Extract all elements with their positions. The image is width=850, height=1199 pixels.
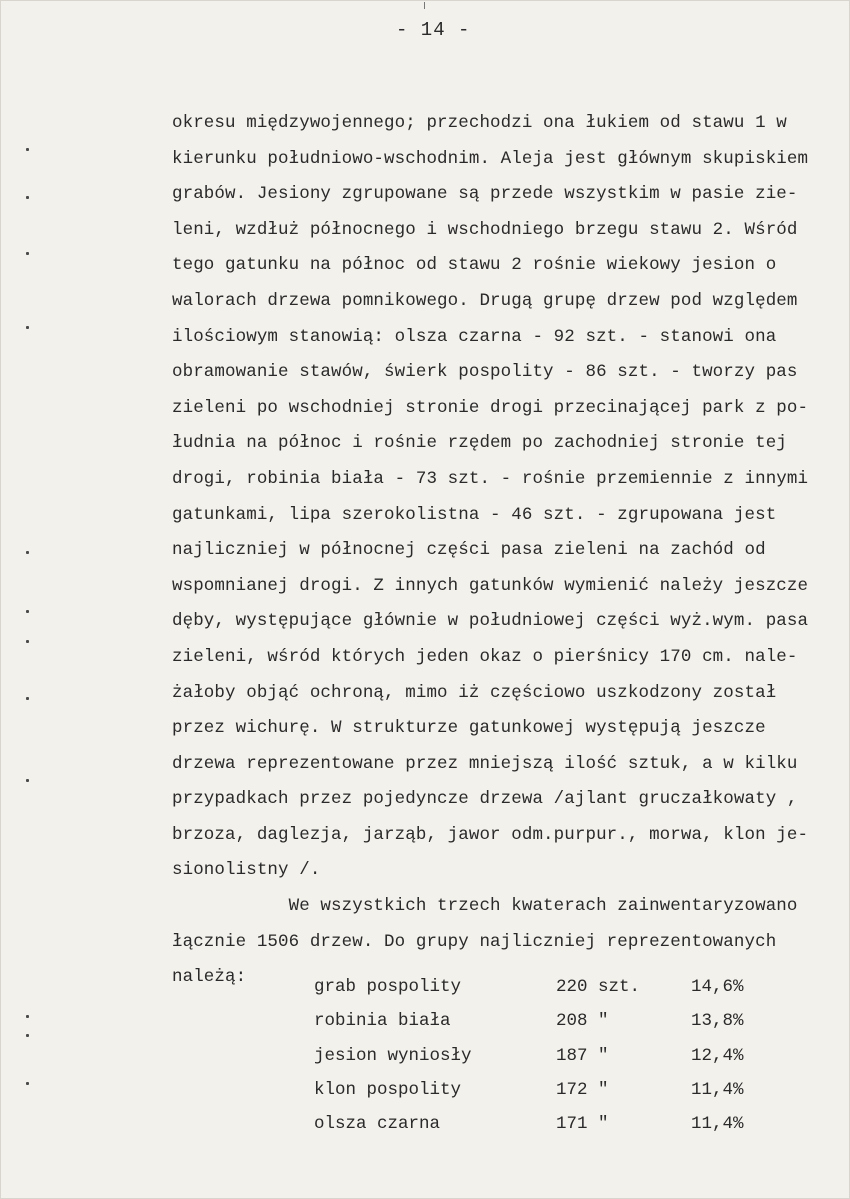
species-percent: 13,8% <box>691 1011 744 1032</box>
species-percent: 11,4% <box>691 1114 744 1135</box>
species-name: olsza czarna <box>314 1114 441 1135</box>
body-line: okresu międzywojennego; przechodzi ona łukiem od stawu 1 w <box>172 113 787 133</box>
body-line: We wszystkich trzech kwaterach zainwentaryzowano <box>172 896 798 917</box>
species-count: 208 " <box>556 1011 609 1032</box>
margin-speck <box>26 610 29 613</box>
margin-speck <box>26 551 29 554</box>
species-count: 171 " <box>556 1114 609 1135</box>
body-line: gatunkami, lipa szerokolistna - 46 szt. - zgrupowana jest <box>172 504 777 525</box>
table-row <box>314 970 774 1004</box>
body-line: walorach drzewa pomnikowego. Drugą grupę drzew pod względem <box>172 290 798 311</box>
species-table <box>314 970 774 1141</box>
margin-speck <box>26 252 29 255</box>
species-percent: 14,6% <box>691 977 744 998</box>
body-line: kierunku południowo-wschodnim. Aleja jest głównym skupiskiem <box>172 148 809 169</box>
body-line: obramowanie stawów, świerk pospolity - 86 szt. - tworzy pas <box>172 362 798 383</box>
scan-tick-mark <box>424 2 425 9</box>
table-row <box>314 1107 774 1141</box>
body-line: zieleni po wschodniej stronie drogi przecinającej park z po- <box>172 397 809 418</box>
margin-speck <box>26 326 29 329</box>
species-name: robinia biała <box>314 1011 451 1032</box>
species-name: jesion wyniosły <box>314 1045 472 1066</box>
page-number: - 14 - <box>396 19 471 41</box>
body-line: przez wichurę. W strukturze gatunkowej występują jeszcze <box>172 718 766 739</box>
species-percent: 12,4% <box>691 1045 744 1066</box>
body-line: łudnia na północ i rośnie rzędem po zachodniej stronie tej <box>172 433 787 454</box>
body-text <box>172 106 812 996</box>
body-line: grabów. Jesiony zgrupowane są przede wszystkim w pasie zie- <box>172 184 798 205</box>
table-row <box>314 1039 774 1073</box>
margin-speck <box>26 1082 29 1085</box>
margin-speck <box>26 148 29 151</box>
species-name: grab pospolity <box>314 977 462 998</box>
margin-speck <box>26 640 29 643</box>
body-line: sionolistny /. <box>172 860 321 881</box>
body-line: zieleni, wśród których jeden okaz o pierśnicy 170 cm. nale- <box>172 646 798 667</box>
body-line: drogi, robinia biała - 73 szt. - rośnie przemiennie z innymi <box>172 468 809 489</box>
species-percent: 11,4% <box>691 1080 744 1101</box>
body-line: leni, wzdłuż północnego i wschodniego brzegu stawu 2. Wśród <box>172 219 798 240</box>
body-line: przypadkach przez pojedyncze drzewa /ajlant gruczałkowaty , <box>172 789 798 810</box>
body-line: wspomnianej drogi. Z innych gatunków wymienić należy jeszcze <box>172 575 809 596</box>
table-row <box>314 1073 774 1107</box>
body-line: brzoza, daglezja, jarząb, jawor odm.purpur., morwa, klon je- <box>172 824 809 845</box>
table-row <box>314 1004 774 1038</box>
body-line: dęby, występujące głównie w południowej części wyż.wym. pasa <box>172 611 809 632</box>
body-line: najliczniej w północnej części pasa zieleni na zachód od <box>172 540 766 561</box>
margin-speck <box>26 779 29 782</box>
species-count: 172 " <box>556 1080 609 1101</box>
margin-speck <box>26 1034 29 1037</box>
species-name: klon pospolity <box>314 1080 462 1101</box>
margin-speck <box>26 1015 29 1018</box>
body-line: łącznie 1506 drzew. Do grupy najliczniej reprezentowanych <box>172 931 777 952</box>
body-line: żałoby objąć ochroną, mimo iż częściowo uszkodzony został <box>172 682 777 703</box>
body-line: drzewa reprezentowane przez mniejszą ilość sztuk, a w kilku <box>172 753 798 774</box>
species-count: 187 " <box>556 1045 609 1066</box>
margin-speck <box>26 196 29 199</box>
body-line: ilościowym stanowią: olsza czarna - 92 szt. - stanowi ona <box>172 326 777 347</box>
species-count: 220 szt. <box>556 977 641 998</box>
body-line: należą: <box>172 967 247 988</box>
margin-speck <box>26 697 29 700</box>
body-line: tego gatunku na północ od stawu 2 rośnie wiekowy jesion o <box>172 255 777 276</box>
